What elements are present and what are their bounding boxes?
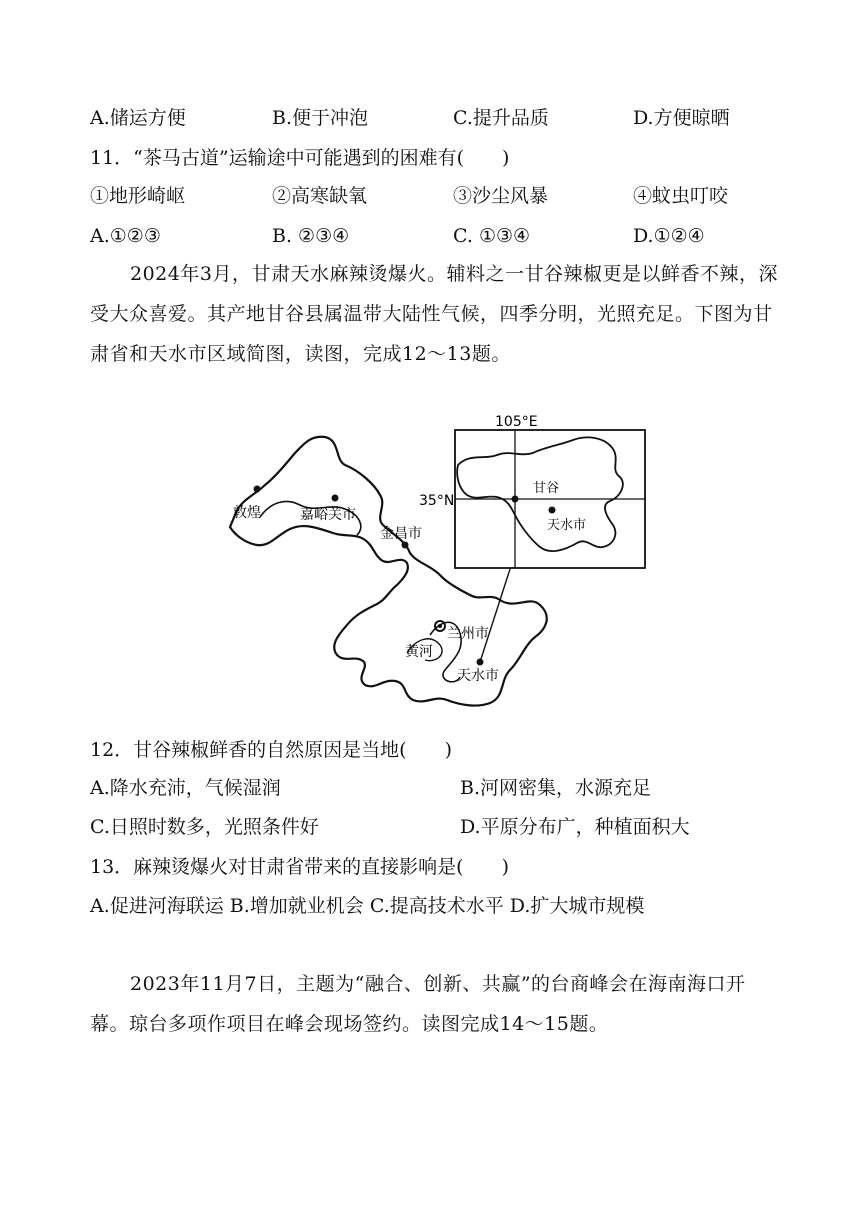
q10-option-d: D.方便晾晒: [633, 107, 730, 129]
lanzhou-center: [438, 624, 442, 628]
inset-tianshui-label: 天水市: [547, 518, 587, 533]
q12-option-b: B.河网密集，水源充足: [460, 777, 652, 799]
inset-tianshui-dot: [549, 507, 556, 514]
dunhuang-dot: [254, 486, 261, 493]
q11-option-b: B. ②③④: [272, 225, 350, 247]
gansu-tianshui-map: [215, 405, 685, 715]
q13-stem: 13．麻辣烫爆火对甘肃省带来的直接影响是( ): [90, 856, 510, 878]
jiayuguan-dot: [332, 495, 339, 502]
q11-option-d: D.①②④: [633, 225, 705, 247]
q11-stem: 11．“茶马古道”运输途中可能遇到的困难有( ): [90, 147, 510, 169]
q11-item-4: ④蚊虫叮咬: [633, 185, 729, 207]
gangu-dot: [512, 496, 519, 503]
q12-option-c: C.日照时数多，光照条件好: [90, 816, 319, 838]
q13-options: A.促进河海联运 B.增加就业机会 C.提高技术水平 D.扩大城市规模: [90, 895, 645, 917]
passage-gansu: 2024年3月，甘肃天水麻辣烫爆火。辅料之一甘谷辣椒更是以鲜香不辣，深受大众喜爱。其产地甘谷县属温带大陆性气候，四季分明，光照充足。下图为甘肃省和天水市区域简图，读图，完成12～13题。: [90, 263, 778, 365]
jiayuguan-label: 嘉峪关市: [300, 507, 356, 523]
lon-label: 105°E: [495, 414, 538, 430]
dunhuang-label: 敦煌: [233, 505, 261, 521]
q11-option-a: A.①②③: [90, 225, 161, 247]
q12-option-a: A.降水充沛，气候湿润: [90, 777, 281, 799]
yellow-river-label: 黄河: [405, 644, 433, 660]
q11-item-2: ②高寒缺氧: [272, 185, 368, 207]
q12-stem: 12．甘谷辣椒鲜香的自然原因是当地( ): [90, 739, 453, 761]
q11-option-c: C. ①③④: [453, 225, 531, 247]
q11-item-1: ①地形崎岖: [90, 185, 186, 207]
jinchang-dot: [402, 542, 409, 549]
jinchang-label: 金昌市: [380, 526, 422, 542]
q10-option-a: A.储运方便: [90, 107, 186, 129]
tianshui-label: 天水市: [457, 668, 499, 684]
lat-label: 35°N: [419, 493, 455, 509]
lanzhou-label: 兰州市: [447, 626, 489, 642]
gangu-label: 甘谷: [533, 481, 560, 496]
q10-option-c: C.提升品质: [453, 107, 549, 129]
q11-item-3: ③沙尘风暴: [453, 185, 549, 207]
q10-option-b: B.便于冲泡: [272, 107, 369, 129]
q12-option-d: D.平原分布广，种植面积大: [460, 816, 690, 838]
passage-taishang-summit: 2023年11月7日，主题为“融合、创新、共赢”的台商峰会在海南海口开幕。琼台多项作项目在峰会现场签约。读图完成14～15题。: [90, 973, 746, 1035]
